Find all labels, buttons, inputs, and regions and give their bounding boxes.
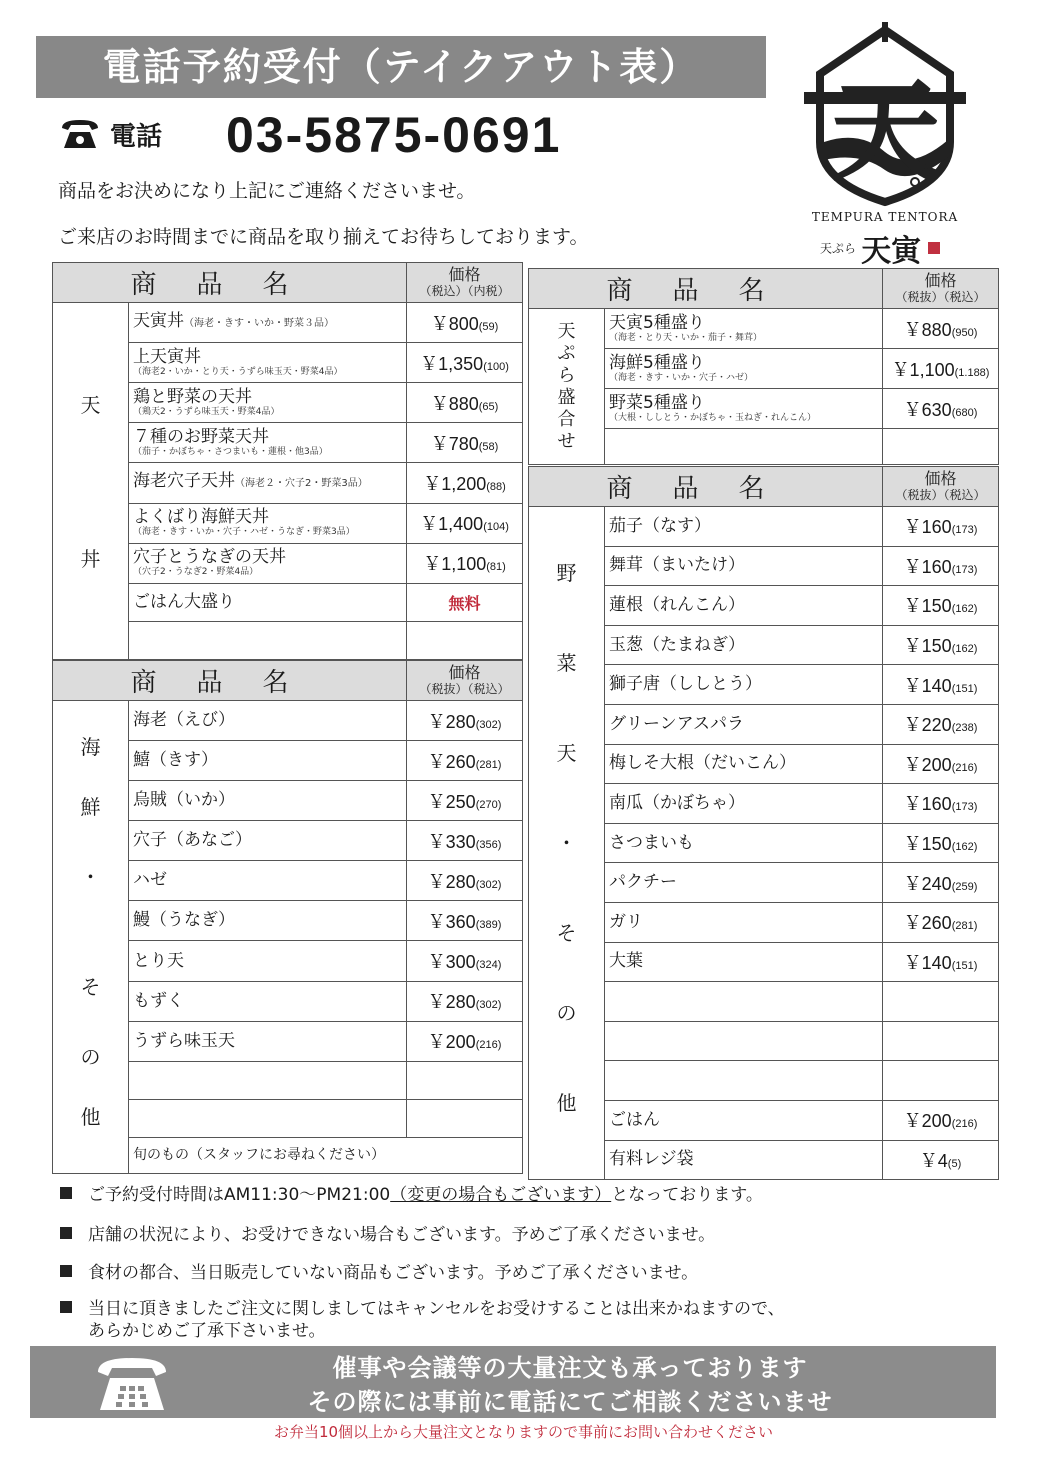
menu-item[interactable]: パクチー bbox=[605, 863, 883, 903]
empty-row bbox=[129, 1061, 407, 1099]
item-price: ￥280(302) bbox=[407, 861, 523, 901]
column-header-name: 商品名 bbox=[529, 269, 883, 309]
menu-item[interactable]: 穴子とうなぎの天丼 （穴子2・うなぎ2・野菜4品） bbox=[129, 543, 407, 583]
menu-item[interactable]: ごはん大盛り bbox=[129, 583, 407, 621]
item-price: ￥1,400(104) bbox=[407, 503, 523, 543]
seafood-table bbox=[52, 660, 523, 1174]
menu-item[interactable]: 上天寅丼 （海老2・いか・とり天・うずら味玉天・野菜4品） bbox=[129, 343, 407, 383]
note-4: 当日に頂きましたご注文に関しましてはキャンセルをお受けすることは出来かねますので、 あらかじめご了承下さいませ。 bbox=[60, 1298, 990, 1342]
column-header-price: 価格 （税込）（内税） bbox=[407, 263, 523, 303]
item-price: ￥780(58) bbox=[407, 423, 523, 463]
empty-row bbox=[129, 621, 407, 659]
logo bbox=[800, 22, 970, 272]
column-header-price: 価格 （税抜）（税込） bbox=[883, 467, 999, 507]
empty-row bbox=[407, 1099, 523, 1137]
item-price: ￥1,100(81) bbox=[407, 543, 523, 583]
menu-item[interactable]: 海老（えび） bbox=[129, 701, 407, 741]
item-price: ￥300(324) bbox=[407, 941, 523, 981]
logo-main-char: 天 bbox=[830, 67, 940, 196]
bulk-order-note: お弁当10個以上から大量注文となりますので事前にお問い合わせください bbox=[273, 1423, 774, 1441]
item-price: ￥200(216) bbox=[407, 1021, 523, 1061]
menu-item[interactable]: グリーンアスパラ bbox=[605, 704, 883, 744]
phone-row bbox=[58, 106, 758, 166]
item-price: ￥800(59) bbox=[407, 303, 523, 343]
column-header-name: 商品名 bbox=[53, 263, 407, 303]
item-price: ￥220(238) bbox=[883, 704, 999, 744]
menu-item[interactable]: 南瓜（かぼちゃ） bbox=[605, 784, 883, 824]
menu-item[interactable]: とり天 bbox=[129, 941, 407, 981]
menu-item[interactable]: 蓮根（れんこん） bbox=[605, 586, 883, 626]
item-price: ￥4(5) bbox=[883, 1140, 999, 1180]
empty-row bbox=[883, 1021, 999, 1061]
item-price: ￥200(216) bbox=[883, 744, 999, 784]
item-price: ￥360(389) bbox=[407, 901, 523, 941]
empty-row bbox=[407, 621, 523, 659]
logo-jp-big: 天寅 bbox=[861, 234, 922, 269]
intro-line-1: 商品をお決めになり上記にご連絡くださいませ。 bbox=[58, 180, 476, 202]
bullet-icon bbox=[60, 1265, 72, 1277]
empty-row bbox=[883, 429, 999, 465]
phone-label: 電話 bbox=[110, 122, 163, 152]
note-3: 食材の都合、当日販売していない商品もございます。予めご了承くださいませ。 bbox=[60, 1262, 990, 1284]
empty-row bbox=[883, 1061, 999, 1101]
logo-seal-icon bbox=[928, 242, 940, 254]
empty-row bbox=[605, 982, 883, 1022]
bullet-icon bbox=[60, 1227, 72, 1239]
note-1: ご予約受付時間はAM11:30～PM21:00（変更の場合もございます）となっております。 bbox=[60, 1184, 990, 1206]
item-price: ￥200(216) bbox=[883, 1100, 999, 1140]
menu-item[interactable]: 大葉 bbox=[605, 942, 883, 982]
logo-jp-small: 天ぷら bbox=[820, 241, 857, 256]
item-price: ￥140(151) bbox=[883, 942, 999, 982]
item-price: ￥150(162) bbox=[883, 625, 999, 665]
bullet-icon bbox=[60, 1187, 72, 1199]
item-price: ￥150(162) bbox=[883, 823, 999, 863]
menu-item[interactable]: ハゼ bbox=[129, 861, 407, 901]
tendon-table bbox=[52, 262, 523, 660]
menu-item[interactable]: 鰻（うなぎ） bbox=[129, 901, 407, 941]
menu-item[interactable]: 茄子（なす） bbox=[605, 507, 883, 547]
menu-item[interactable]: ７種のお野菜天丼 （茄子・かぼちゃ・さつまいも・蓮根・他3品） bbox=[129, 423, 407, 463]
item-price: ￥280(302) bbox=[407, 981, 523, 1021]
menu-item[interactable]: ごはん bbox=[605, 1100, 883, 1140]
tentora-logo-icon bbox=[800, 22, 970, 208]
menu-item[interactable]: 天寅丼（海老・きす・いか・野菜３品） bbox=[129, 303, 407, 343]
category-moriawase: 天ぷら盛合せ bbox=[529, 309, 605, 465]
menu-item[interactable]: 玉葱（たまねぎ） bbox=[605, 625, 883, 665]
page-title: 電話予約受付（テイクアウト表） bbox=[36, 36, 766, 98]
category-tendon: 天 丼 bbox=[53, 303, 129, 660]
menu-item[interactable]: 舞茸（まいたけ） bbox=[605, 546, 883, 586]
vegetable-table bbox=[528, 466, 999, 1180]
item-price: ￥240(259) bbox=[883, 863, 999, 903]
empty-row bbox=[129, 1099, 407, 1137]
bullet-icon bbox=[60, 1301, 72, 1313]
menu-item[interactable]: 穴子（あなご） bbox=[129, 821, 407, 861]
item-price: ￥160(173) bbox=[883, 784, 999, 824]
menu-item[interactable]: 海老穴子天丼（海老２・穴子2・野菜3品） bbox=[129, 463, 407, 503]
telephone-icon bbox=[58, 114, 102, 154]
phone-number[interactable]: 03-5875-0691 bbox=[226, 107, 562, 163]
menu-item[interactable]: 海鮮5種盛り （海老・きす・いか・穴子・ハゼ） bbox=[605, 349, 883, 389]
logo-japanese bbox=[820, 226, 970, 270]
category-seafood: 海 鮮 ・ そ の 他 bbox=[53, 701, 129, 1174]
note-2: 店舗の状況により、お受けできない場合もございます。予めご了承くださいませ。 bbox=[60, 1224, 990, 1246]
item-price: ￥880(65) bbox=[407, 383, 523, 423]
item-price: ￥150(162) bbox=[883, 586, 999, 626]
item-price: ￥140(151) bbox=[883, 665, 999, 705]
item-price: ￥160(173) bbox=[883, 507, 999, 547]
menu-item[interactable]: 鱚（きす） bbox=[129, 741, 407, 781]
item-price: ￥260(281) bbox=[883, 902, 999, 942]
menu-item[interactable]: 獅子唐（ししとう） bbox=[605, 665, 883, 705]
menu-item[interactable]: 鶏と野菜の天丼 （鶏天2・うずら味玉天・野菜4品） bbox=[129, 383, 407, 423]
category-vegetables: 野 菜 天 ・ そ の 他 bbox=[529, 507, 605, 1180]
logo-english: TEMPURA TENTORA bbox=[811, 210, 959, 224]
menu-item[interactable]: 野菜5種盛り （大根・ししとう・かぼちゃ・玉ねぎ・れんこん） bbox=[605, 389, 883, 429]
menu-item[interactable]: よくばり海鮮天丼 （海老・きす・いか・穴子・ハゼ・うなぎ・野菜3品） bbox=[129, 503, 407, 543]
item-price: ￥250(270) bbox=[407, 781, 523, 821]
menu-item[interactable]: もずく bbox=[129, 981, 407, 1021]
seasonal-item[interactable]: 旬のもの（スタッフにお尋ねください） bbox=[129, 1137, 523, 1173]
menu-item[interactable]: 有料レジ袋 bbox=[605, 1140, 883, 1180]
item-price-free: 無料 bbox=[407, 583, 523, 621]
bulk-order-banner bbox=[30, 1346, 996, 1418]
menu-item[interactable]: 梅しそ大根（だいこん） bbox=[605, 744, 883, 784]
column-header-name: 商品名 bbox=[529, 467, 883, 507]
item-price: ￥1,200(88) bbox=[407, 463, 523, 503]
item-price: ￥630(680) bbox=[883, 389, 999, 429]
intro-line-2: ご来店のお時間までに商品を取り揃えてお待ちしております。 bbox=[58, 226, 589, 248]
banner-line-2: その際には事前に電話にてご相談くださいませ bbox=[307, 1388, 833, 1416]
banner-line-1: 催事や会議等の大量注文も承っております bbox=[332, 1354, 808, 1382]
column-header-name: 商品名 bbox=[53, 661, 407, 701]
column-header-price: 価格 （税抜）（税込） bbox=[407, 661, 523, 701]
empty-row bbox=[407, 1061, 523, 1099]
moriawase-table bbox=[528, 268, 999, 465]
menu-item[interactable]: 烏賊（いか） bbox=[129, 781, 407, 821]
item-price: ￥880(950) bbox=[883, 309, 999, 349]
item-price: ￥280(302) bbox=[407, 701, 523, 741]
item-price: ￥160(173) bbox=[883, 546, 999, 586]
empty-row bbox=[605, 1061, 883, 1101]
telephone-icon bbox=[92, 1352, 172, 1414]
empty-row bbox=[883, 982, 999, 1022]
item-price: ￥1,100(1.188) bbox=[883, 349, 999, 389]
item-price: ￥1,350(100) bbox=[407, 343, 523, 383]
empty-row bbox=[605, 429, 883, 465]
item-price: ￥260(281) bbox=[407, 741, 523, 781]
item-price: ￥330(356) bbox=[407, 821, 523, 861]
empty-row bbox=[605, 1021, 883, 1061]
menu-item[interactable]: ガリ bbox=[605, 902, 883, 942]
menu-item[interactable]: 天寅5種盛り （海老・とり天・いか・茄子・舞茸） bbox=[605, 309, 883, 349]
menu-item[interactable]: うずら味玉天 bbox=[129, 1021, 407, 1061]
menu-item[interactable]: さつまいも bbox=[605, 823, 883, 863]
column-header-price: 価格 （税抜）（税込） bbox=[883, 269, 999, 309]
